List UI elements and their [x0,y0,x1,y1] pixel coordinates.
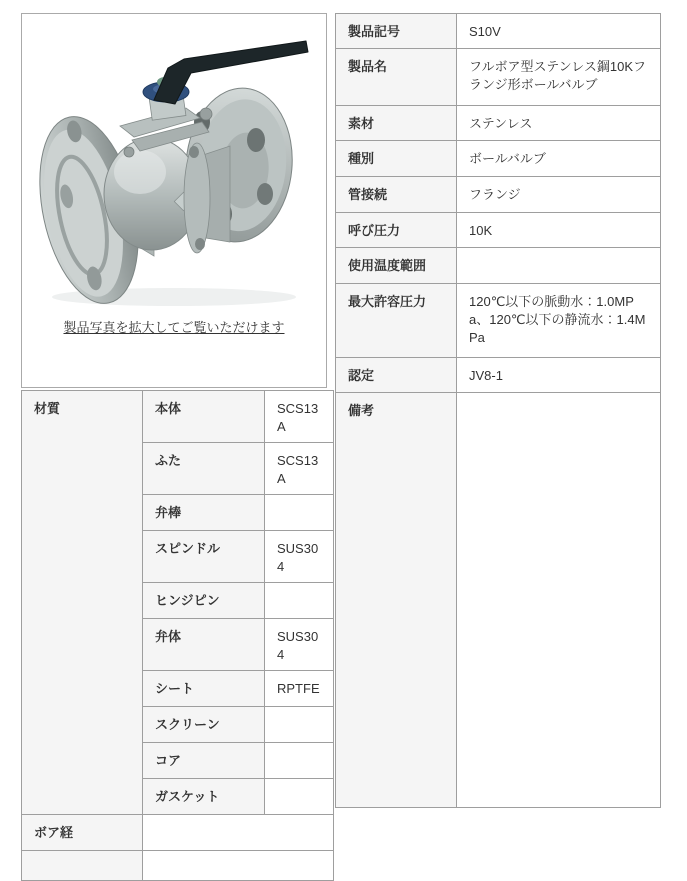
spec-value-cell: フルボア型ステンレス鋼10Kフランジ形ボールバルブ [457,49,661,106]
table-row [336,248,661,284]
part-name-cell: ガスケット [143,779,265,815]
part-name-cell: 本体 [143,391,265,443]
part-material-cell [265,779,334,815]
bracket-bolt [124,147,134,157]
table-row [336,106,661,141]
part-name-cell: コア [143,743,265,779]
remarks-row [336,393,661,808]
spec-label-cell: 認定 [336,358,457,393]
part-material-cell: RPTFE [265,671,334,707]
product-photo[interactable] [34,30,314,310]
table-row [336,284,661,358]
part-material-cell: SCS13A [265,443,334,495]
bore-diameter-value-cell [143,815,334,851]
spec-value-cell: フランジ [457,177,661,213]
product-photo-box [21,13,327,388]
bore-diameter-row [22,815,334,851]
table-row [336,141,661,177]
enlarge-photo-link[interactable]: 製品写真を拡大してご覧いただけます [63,320,285,335]
spec-value-cell: ステンレス [457,106,661,141]
spec-table [335,13,661,808]
spec-label-cell: 呼び圧力 [336,213,457,248]
part-name-cell: 弁棒 [143,495,265,531]
table-row [336,49,661,106]
joint-bolt [195,238,205,250]
part-material-cell: SCS13A [265,391,334,443]
spec-value-cell [457,248,661,284]
spec-label-cell: 最大許容圧力 [336,284,457,358]
part-material-cell: SUS304 [265,531,334,583]
spec-value-cell: 10K [457,213,661,248]
joint-bolt [189,146,199,158]
part-material-cell [265,495,334,531]
clipped-value-cell [143,851,334,881]
part-material-cell [265,743,334,779]
part-name-cell: スピンドル [143,531,265,583]
part-material-cell [265,707,334,743]
table-row [336,358,661,393]
materials-table [21,390,334,881]
part-name-cell: シート [143,671,265,707]
bracket-bolt [200,108,212,120]
clipped-label-cell [22,851,143,881]
spec-label-cell: 種別 [336,141,457,177]
part-name-cell: 弁体 [143,619,265,671]
spec-label-cell: 使用温度範囲 [336,248,457,284]
spec-label-cell: 管接続 [336,177,457,213]
bolt-hole [247,128,265,152]
body-joint [184,143,210,253]
part-name-cell: ふた [143,443,265,495]
spec-label-cell: 製品記号 [336,14,457,49]
spec-value-cell: ボールバルブ [457,141,661,177]
spec-label-cell: 素材 [336,106,457,141]
spec-label-cell: 製品名 [336,49,457,106]
left-column [21,13,333,881]
table-row [336,14,661,49]
clipped-bottom-row [22,851,334,881]
table-row [336,177,661,213]
part-name-cell: ヒンジピン [143,583,265,619]
bolt-hole [257,183,273,205]
part-name-cell: スクリーン [143,707,265,743]
spec-value-cell: S10V [457,14,661,49]
part-material-cell: SUS304 [265,619,334,671]
spec-value-cell [457,393,661,808]
spec-label-cell: 備考 [336,393,457,808]
materials-header-cell: 材質 [22,391,143,815]
body-highlight [114,150,166,194]
part-material-cell [265,583,334,619]
table-row [336,213,661,248]
bore-diameter-label-cell: ボア経 [22,815,143,851]
table-row [22,391,334,443]
spec-value-cell: 120℃以下の脈動水：1.0MPa、120℃以下の静流水：1.4MPa [457,284,661,358]
spec-value-cell: JV8-1 [457,358,661,393]
